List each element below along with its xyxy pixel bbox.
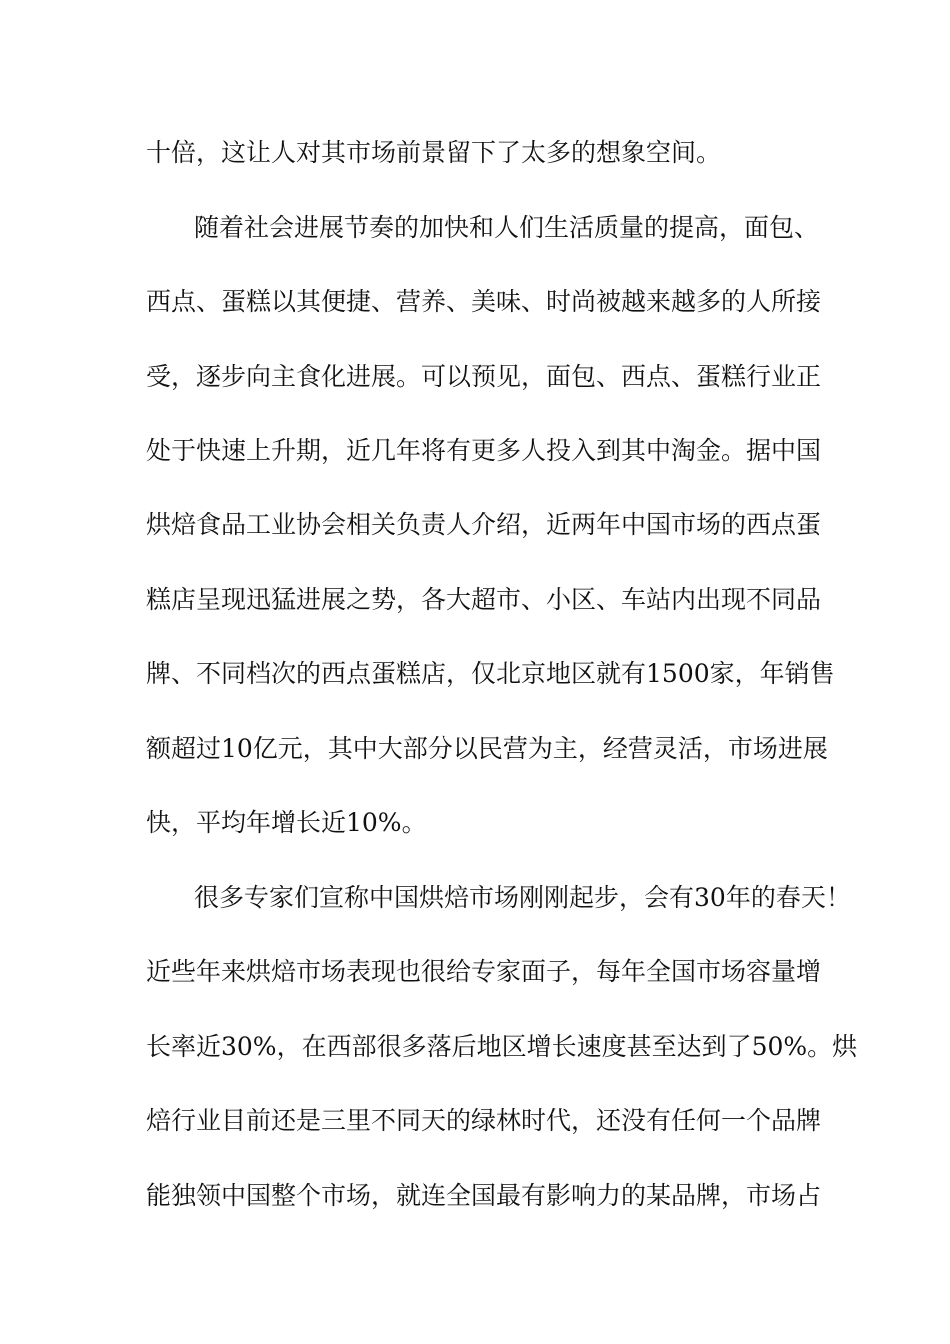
text-line: 近些年来烘焙市场表现也很给专家面子，每年全国市场容量增 (146, 957, 822, 986)
text-line: 快，平均年增长近10%。 (146, 808, 427, 837)
text-line: 能独领中国整个市场，就连全国最有影响力的某品牌，市场占 (146, 1181, 822, 1210)
text-line: 焙行业目前还是三里不同天的绿林时代，还没有任何一个品牌 (146, 1106, 822, 1135)
paragraph-start-line: 很多专家们宣称中国烘焙市场刚刚起步，会有30年的春天！ (194, 883, 851, 912)
text-line: 受，逐步向主食化进展。可以预见，面包、西点、蛋糕行业正 (146, 362, 822, 391)
text-line: 额超过10亿元，其中大部分以民营为主，经营灵活，市场进展 (146, 734, 828, 763)
text-line: 西点、蛋糕以其便捷、营养、美味、时尚被越来越多的人所接 (146, 287, 822, 316)
text-line: 糕店呈现迅猛进展之势，各大超市、小区、车站内出现不同品 (146, 585, 822, 614)
text-line: 长率近30%，在西部很多落后地区增长速度甚至达到了50%。烘 (146, 1032, 858, 1061)
paragraph-start-line: 随着社会进展节奏的加快和人们生活质量的提高，面包、 (194, 213, 820, 242)
text-line: 烘焙食品工业协会相关负责人介绍，近两年中国市场的西点蛋 (146, 510, 822, 539)
text-line: 牌、不同档次的西点蛋糕店，仅北京地区就有1500家，年销售 (146, 659, 835, 688)
text-line: 处于快速上升期，近几年将有更多人投入到其中淘金。据中国 (146, 436, 822, 465)
text-line: 十倍，这让人对其市场前景留下了太多的想象空间。 (146, 138, 722, 167)
